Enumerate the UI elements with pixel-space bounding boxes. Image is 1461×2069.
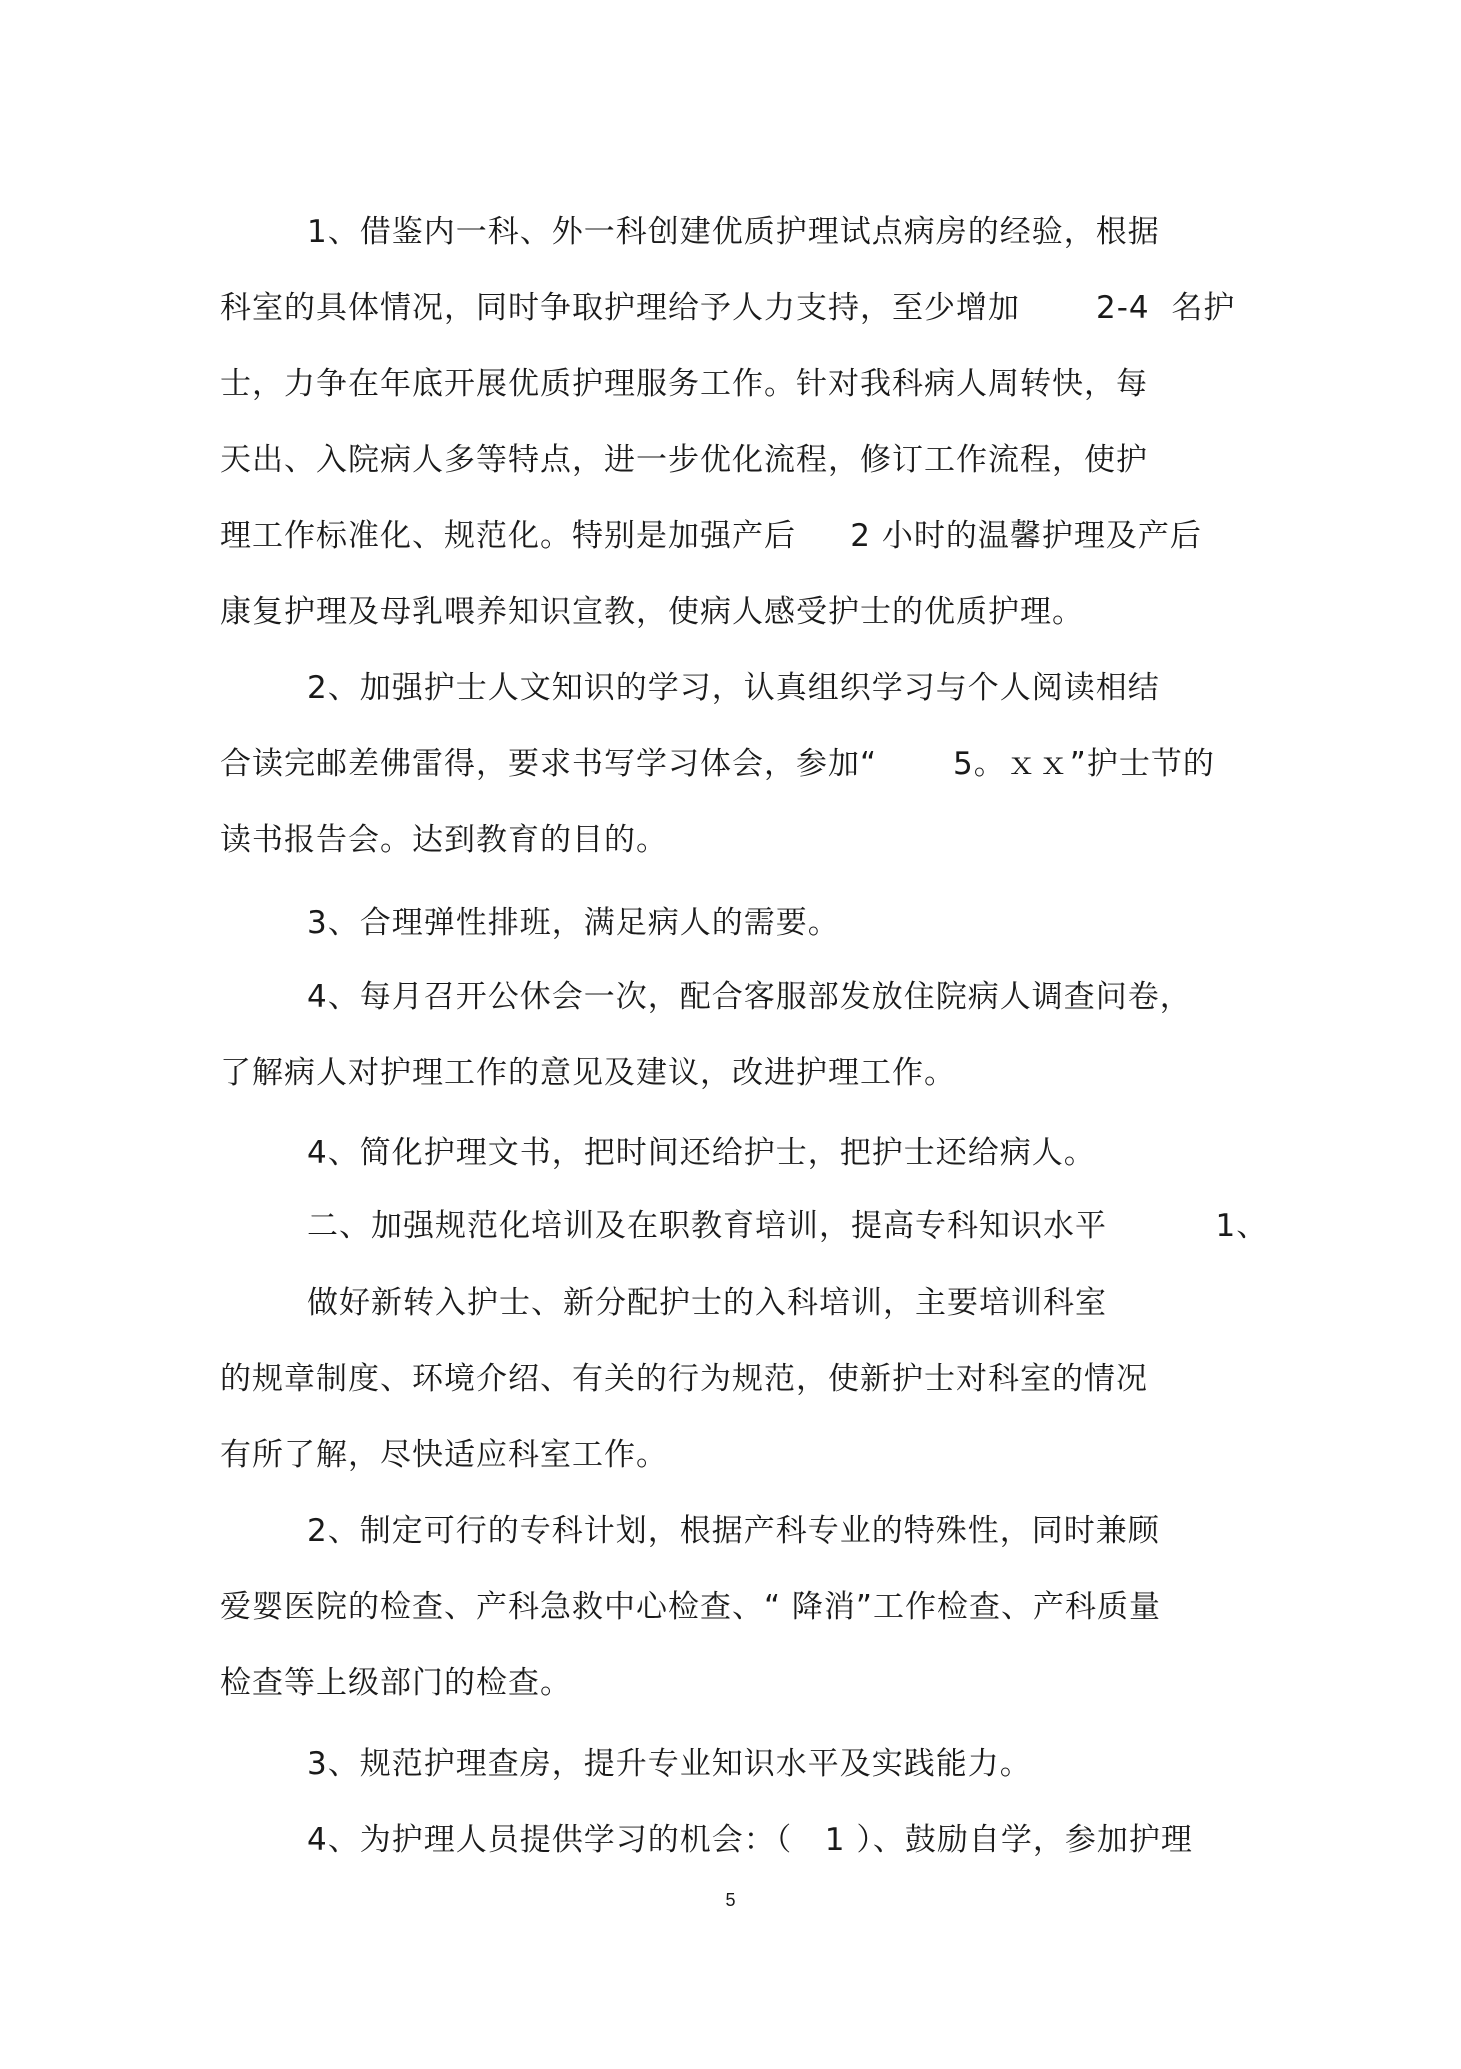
text-line-1: 1、借鉴内一科、外一科创建优质护理试点病房的经验，根据 xyxy=(307,214,1160,250)
text-line-8: 合读完邮差佛雷得，要求书写学习体会，参加“ 5。ｘｘ”护士节的 xyxy=(220,746,1215,782)
text-line-6: 康复护理及母乳喂养知识宣教，使病人感受护士的优质护理。 xyxy=(220,594,1084,630)
text-line-4: 天出、入院病人多等特点，进一步优化流程，修订工作流程，使护 xyxy=(220,442,1148,478)
text-line-22: 4、为护理人员提供学习的机会：（ 1 ）、鼓励自学，参加护理 xyxy=(307,1822,1193,1858)
text-line-18: 2、制定可行的专科计划，根据产科专业的特殊性，同时兼顾 xyxy=(307,1513,1160,1549)
text-line-7: 2、加强护士人文知识的学习，认真组织学习与个人阅读相结 xyxy=(307,670,1160,706)
text-line-21: 3、规范护理查房，提升专业知识水平及实践能力。 xyxy=(307,1746,1032,1782)
text-line-11: 4、每月召开公休会一次，配合客服部发放住院病人调查问卷， xyxy=(307,979,1192,1015)
text-line-9: 读书报告会。达到教育的目的。 xyxy=(220,822,668,858)
page-number: 5 xyxy=(725,1890,736,1910)
text-line-3: 士，力争在年底开展优质护理服务工作。针对我科病人周转快，每 xyxy=(220,366,1148,402)
text-line-13: 4、简化护理文书，把时间还给护士，把护士还给病人。 xyxy=(307,1135,1096,1171)
text-line-2: 科室的具体情况，同时争取护理给予人力支持，至少增加 2-4 名护 xyxy=(220,290,1236,326)
text-line-19: 爱婴医院的检查、产科急救中心检查、“ 降消”工作检查、产科质量 xyxy=(220,1589,1161,1625)
text-line-20: 检查等上级部门的检查。 xyxy=(220,1665,572,1701)
text-line-14: 二、加强规范化培训及在职教育培训，提高专科知识水平 1、 xyxy=(307,1208,1269,1244)
text-line-5: 理工作标准化、规范化。特别是加强产后 2 小时的温馨护理及产后 xyxy=(220,518,1202,554)
text-line-17: 有所了解，尽快适应科室工作。 xyxy=(220,1437,668,1473)
text-line-16: 的规章制度、环境介绍、有关的行为规范，使新护士对科室的情况 xyxy=(220,1361,1148,1397)
text-line-12: 了解病人对护理工作的意见及建议，改进护理工作。 xyxy=(220,1055,956,1091)
text-line-15: 做好新转入护士、新分配护士的入科培训，主要培训科室 xyxy=(307,1285,1107,1321)
text-line-10: 3、合理弹性排班，满足病人的需要。 xyxy=(307,905,840,941)
